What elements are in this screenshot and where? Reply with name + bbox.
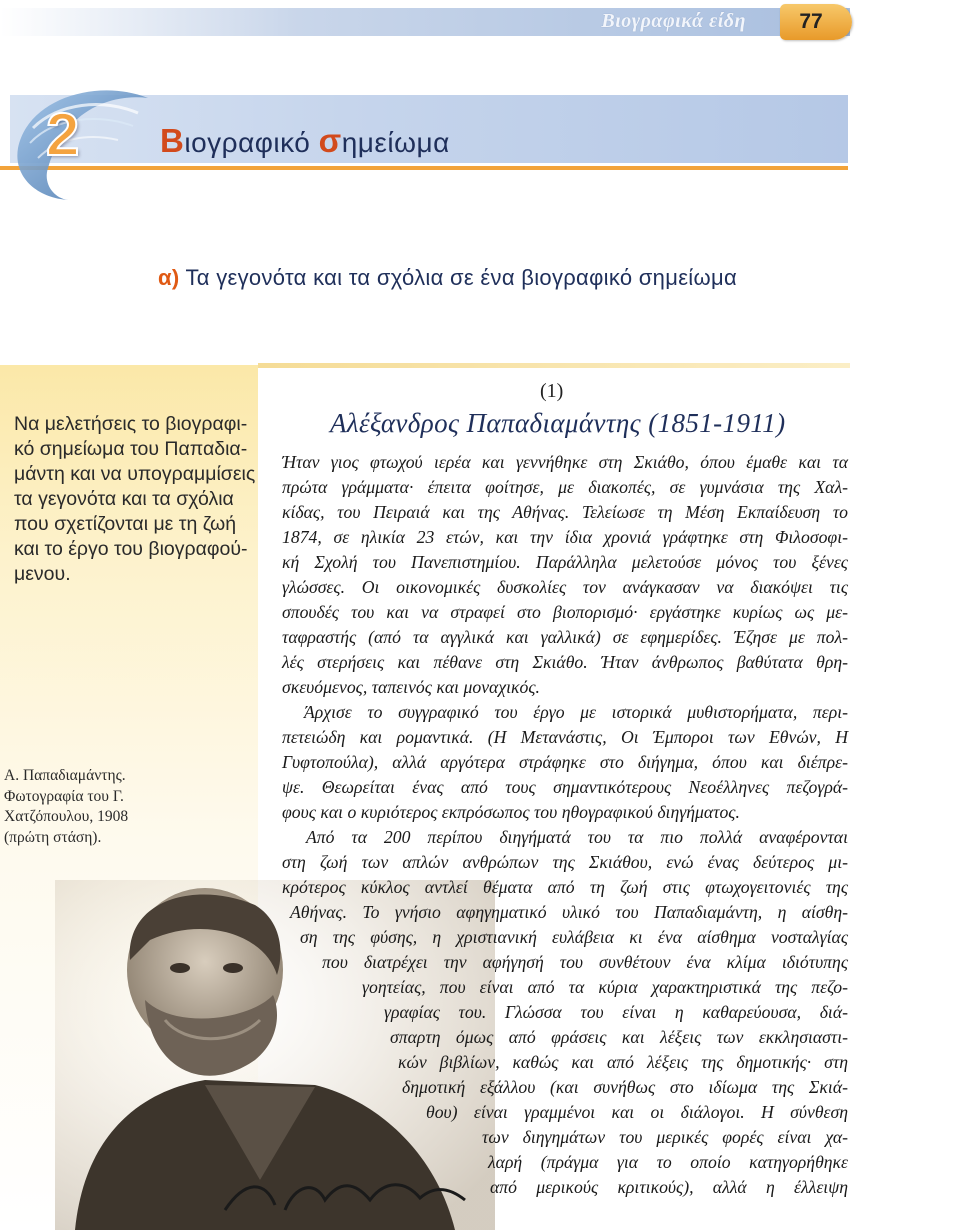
photo-caption — [4, 766, 128, 848]
text-line: κών βιβλίων, καθώς και από λέξεις της δημοτικής· στη — [398, 1052, 848, 1072]
header-strip — [0, 8, 850, 36]
text-line: των διηγημάτων του μερικές φορές είναι χα- — [482, 1127, 848, 1147]
caption-line: (πρώτη στάση). — [4, 828, 102, 846]
caption-line: Χατζόπουλου, 1908 — [4, 808, 129, 825]
chapter-title-part2: ημείωμα — [341, 127, 450, 158]
chapter-title — [160, 122, 450, 160]
biography-title: Αλέξανδρος Παπαδιαμάντης (1851-1911) — [330, 408, 786, 438]
caption-line: Α. Παπαδιαμάντης. — [4, 767, 126, 784]
series-title: Βιογραφικά είδη — [601, 10, 746, 32]
text-line: θου) είναι γραμμένοι και οι διάλογοι. Η σύνθεση — [426, 1102, 848, 1122]
text-line: φους και ο κυριότερος εκπρόσωπος του ηθογραφικού διηγήματος. — [282, 802, 740, 822]
instruction-line: μάντη και να υπογραμμίσεις — [14, 463, 256, 485]
text-line: γλώσσες. Οι οικονομικές δυσκολίες τον ανάγκασαν να διακόψει τις — [282, 577, 848, 597]
instruction-line: Να μελετήσεις το βιογραφι- — [14, 413, 248, 435]
text-line: γοητείας, που είναι από τα κύρια χαρακτηριστικά της πεζο- — [362, 977, 848, 997]
section-heading-text: Τα γεγονότα και τα σχόλια σε ένα βιογραφικό σημείωμα — [185, 265, 737, 290]
text-line: 1874, σε ηλικία 23 ετών, και την ίδια χρονιά γράφτηκε στη Φιλοσοφι- — [282, 527, 848, 547]
text-line: γραφίας του. Γλώσσα του είναι η καθαρεύουσα, διά- — [384, 1002, 848, 1022]
text-line: Αθήνας. Το γνήσιο αφηγηματικό υλικό του Παπαδιαμάντη, η αίσθη- — [290, 902, 848, 922]
text-line: κίδας, του Πειραιά και της Αθήνας. Τελείωσε τη Μέση Εκπαίδευση το — [282, 502, 848, 522]
item-number: (1) — [540, 380, 564, 402]
text-line: πετειώδη και ρομαντικά. (Η Μετανάστις, Οι Έμποροι των Εθνών, Η — [282, 727, 848, 747]
text-line: δημοτική εξάλλου (και συνήθως στο ιδίωμα της Σκιά- — [402, 1077, 848, 1097]
caption-line: Φωτογραφία του Γ. — [4, 787, 124, 805]
text-line: Ήταν γιος φτωχού ιερέα και γεννήθηκε στη Σκιάθο, όπου έμαθε και τα — [282, 452, 848, 472]
page-number-tab — [780, 4, 852, 40]
sidebar-instruction — [14, 412, 254, 587]
text-line: λές στερήσεις και πέθανε στη Σκιάθο. Ήταν άνθρωπος βαθύτατα θρη- — [282, 652, 848, 672]
text-line: σπαρτη όμως από φράσεις και λέξεις των εκκλησιαστι- — [390, 1027, 848, 1047]
instruction-line: και το έργο του βιογραφού- — [14, 538, 248, 560]
text-line: ση της φύσης, η χριστιανική ευλάβεια κι ένα αίσθημα νοσταλγίας — [300, 927, 848, 947]
chapter-number: 2 — [46, 101, 80, 168]
section-heading — [158, 265, 737, 291]
chapter-title-initial-2: σ — [318, 122, 342, 159]
text-line: Από τα 200 περίπου διηγήματά του τα πιο πολλά αναφέρονται — [306, 827, 848, 847]
instruction-line: κό σημείωμα του Παπαδια- — [14, 438, 248, 460]
swirl-decoration-icon — [8, 58, 158, 208]
text-line: Άρχισε το συγγραφικό του έργο με ιστορικά μυθιστορήματα, περι- — [304, 702, 848, 722]
text-line: πρώτα γράμματα· έπειτα φοίτησε, με διακοπές, σε γυμνάσια της Χαλ- — [282, 477, 848, 497]
instruction-line: που σχετίζονται με τη ζωή — [14, 513, 237, 535]
chapter-title-part1: ιογραφικό — [184, 127, 319, 158]
text-line: ταφραστής (από τα αγγλικά και γαλλικά) σε εφημερίδες. Έζησε με πολ- — [282, 627, 848, 647]
sidebar-top-rule — [258, 363, 850, 368]
text-line: από μερικούς κριτικούς), αλλά η έλλειψη — [490, 1177, 848, 1197]
chapter-title-initial: Β — [160, 122, 185, 159]
instruction-line: τα γεγονότα και τα σχόλια — [14, 488, 234, 510]
page-number: 77 — [799, 10, 823, 33]
text-line: που διατρέχει την αφήγησή του συνθέτουν ένα κλίμα ιδιότυπης — [322, 952, 848, 972]
text-line: στη ζωή των απλών ανθρώπων της Σκιάθου, ενώ ένας δεύτερος μι- — [282, 852, 848, 872]
instruction-line: μενου. — [14, 563, 71, 585]
text-line: σκευόμενος, ταπεινός και μοναχικός. — [282, 677, 540, 697]
section-marker: α) — [158, 265, 180, 290]
text-line: σπουδές του και να στραφεί στο βιοπορισμό· εργάστηκε κυρίως ως με- — [282, 602, 848, 622]
text-line: κή Σχολή του Πανεπιστημίου. Παράλληλα μελετούσε μόνος του ξένες — [282, 552, 848, 572]
text-line: ψε. Θεωρείται ένας από τους σημαντικότερους Νεοέλληνες πεζογρά- — [282, 777, 848, 797]
text-line: κρότερος κύκλος αντλεί θέματα από τη ζωή στις φτωχογειτονιές της — [282, 877, 848, 897]
text-line: Γυφτοπούλα), αλλά αργότερα στράφηκε στο διήγημα, όπου και διέπρε- — [282, 752, 848, 772]
text-line: λαρή (πράγμα για το οποίο κατηγορήθηκε — [488, 1152, 848, 1172]
